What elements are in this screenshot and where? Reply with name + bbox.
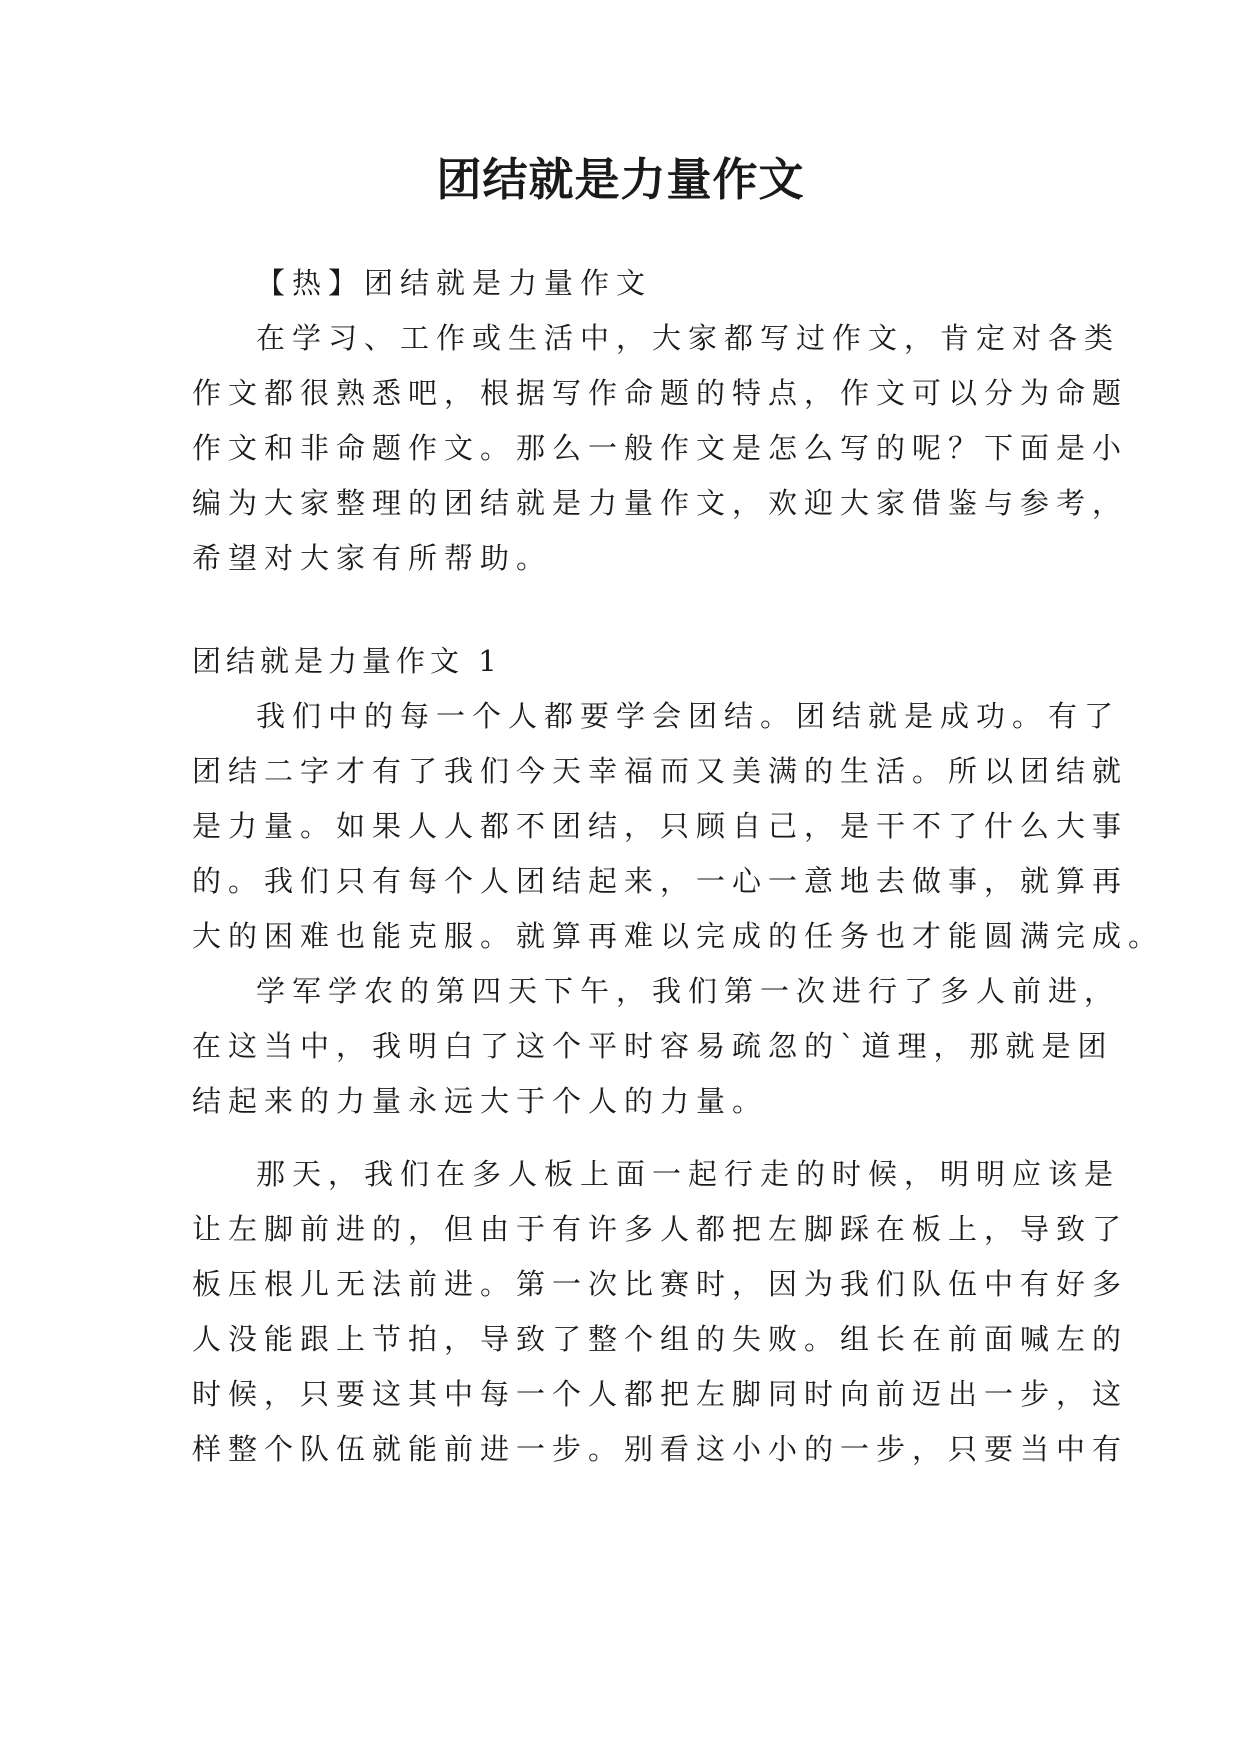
paragraph-line: 编为大家整理的团结就是力量作文，欢迎大家借鉴与参考， — [192, 486, 1129, 520]
paragraph-line: 板压根儿无法前进。第一次比赛时，因为我们队伍中有好多 — [192, 1267, 1129, 1301]
paragraph-line: 在这当中，我明白了这个平时容易疏忽的`道理，那就是团 — [192, 1029, 1114, 1063]
paragraph-line: 人没能跟上节拍，导致了整个组的失败。组长在前面喊左的 — [192, 1322, 1129, 1356]
paragraph-line: 团结二字才有了我们今天幸福而又美满的生活。所以团结就 — [192, 754, 1129, 788]
paragraph-line: 作文都很熟悉吧，根据写作命题的特点，作文可以分为命题 — [192, 376, 1129, 410]
paragraph-line: 的。我们只有每个人团结起来，一心一意地去做事，就算再 — [192, 864, 1129, 898]
section-heading: 团结就是力量作文 1 — [192, 644, 502, 678]
paragraph-line: 在学习、工作或生活中，大家都写过作文，肯定对各类 — [256, 321, 1121, 355]
paragraph-line: 我们中的每一个人都要学会团结。团结就是成功。有了 — [256, 699, 1121, 733]
paragraph-line: 时候，只要这其中每一个人都把左脚同时向前迈出一步，这 — [192, 1377, 1129, 1411]
paragraph-line: 样整个队伍就能前进一步。别看这小小的一步，只要当中有 — [192, 1432, 1129, 1466]
paragraph-line: 是力量。如果人人都不团结，只顾自己，是干不了什么大事 — [192, 809, 1129, 843]
paragraph-line: 那天，我们在多人板上面一起行走的时候，明明应该是 — [256, 1157, 1121, 1191]
paragraph-line: 大的困难也能克服。就算再难以完成的任务也才能圆满完成。 — [192, 919, 1165, 953]
document-title: 团结就是力量作文 — [436, 153, 805, 206]
intro-line: 【热】团结就是力量作文 — [256, 266, 653, 300]
paragraph-line: 学军学农的第四天下午，我们第一次进行了多人前进， — [256, 974, 1121, 1008]
paragraph-line: 让左脚前进的，但由于有许多人都把左脚踩在板上，导致了 — [192, 1212, 1129, 1246]
paragraph-line: 希望对大家有所帮助。 — [192, 541, 553, 575]
paragraph-line: 作文和非命题作文。那么一般作文是怎么写的呢？下面是小 — [192, 431, 1129, 465]
paragraph-line: 结起来的力量永远大于个人的力量。 — [192, 1084, 769, 1118]
